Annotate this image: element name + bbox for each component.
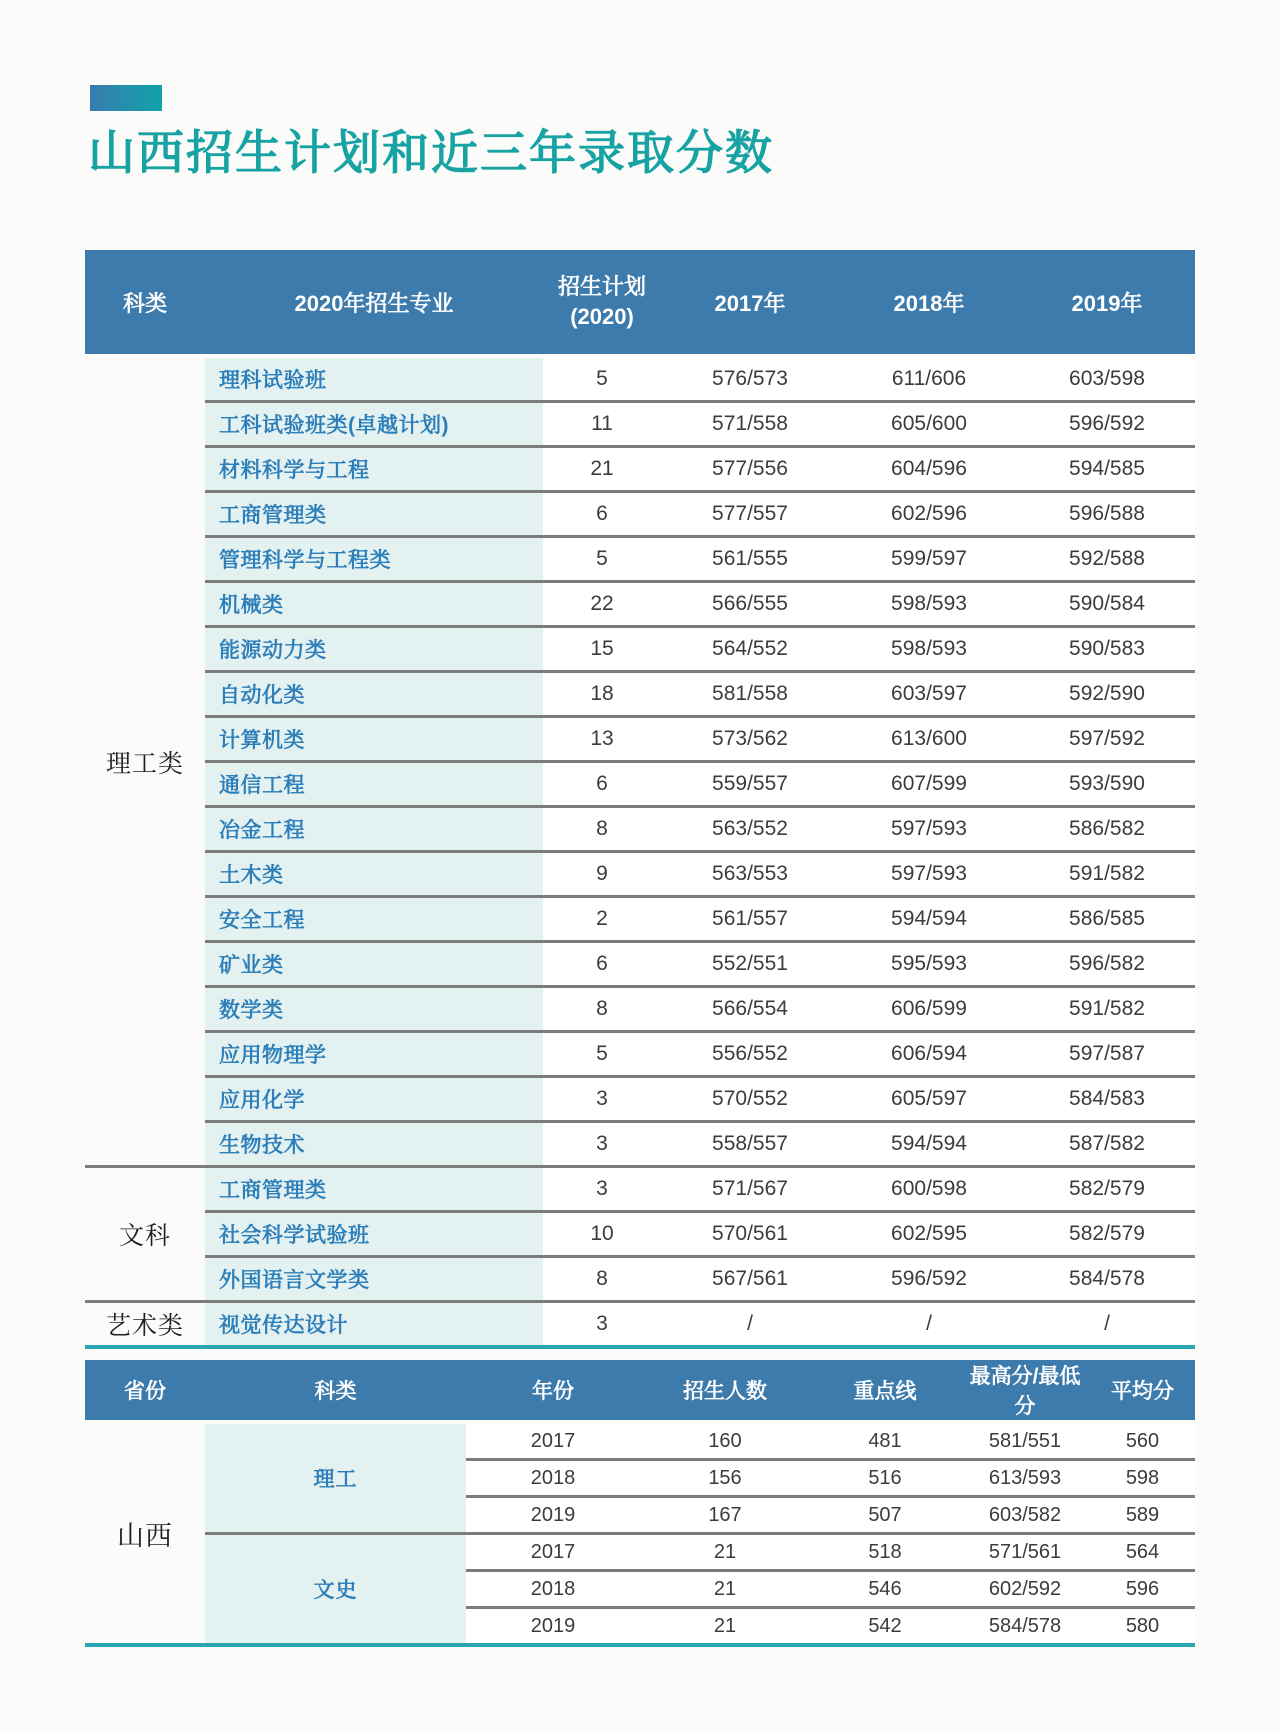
score-2019-cell: 586/582: [1019, 807, 1195, 852]
score-2017-cell: 559/557: [661, 762, 839, 807]
score-2019-cell: 584/583: [1019, 1077, 1195, 1122]
plan-cell: 10: [543, 1212, 661, 1257]
score-2019-cell: 597/592: [1019, 717, 1195, 762]
table-row: [85, 1122, 1195, 1167]
score-2018-cell: 600/598: [839, 1167, 1019, 1212]
major-cell: 土木类: [205, 852, 543, 897]
score-2018-cell: 605/597: [839, 1077, 1019, 1122]
plan-cell: 9: [543, 852, 661, 897]
major-cell: 材料科学与工程: [205, 447, 543, 492]
score-2018-cell: 598/593: [839, 582, 1019, 627]
major-cell: 应用物理学: [205, 1032, 543, 1077]
table-row: [85, 1077, 1195, 1122]
major-cell: 社会科学试验班: [205, 1212, 543, 1257]
score-2018-cell: 597/593: [839, 852, 1019, 897]
plan-score-table: [85, 250, 1195, 1349]
major-cell: 应用化学: [205, 1077, 543, 1122]
category-cell: 理工类: [105, 749, 184, 778]
score-2019-cell: 584/578: [1019, 1257, 1195, 1302]
province-summary-table: [85, 1360, 1195, 1647]
category-cell: 理工: [205, 1422, 466, 1534]
average-cell: 598: [1090, 1460, 1195, 1497]
major-cell: 计算机类: [205, 717, 543, 762]
plan-cell: 8: [543, 807, 661, 852]
score-2019-cell: 597/587: [1019, 1032, 1195, 1077]
table-row: [85, 852, 1195, 897]
score-2017-cell: 566/554: [661, 987, 839, 1032]
score-2019-cell: 582/579: [1019, 1212, 1195, 1257]
major-cell: 通信工程: [205, 762, 543, 807]
page-title: 山西招生计划和近三年录取分数: [88, 126, 774, 179]
score-2018-cell: 595/593: [839, 942, 1019, 987]
score-2017-cell: /: [661, 1302, 839, 1348]
major-cell: 数学类: [205, 987, 543, 1032]
major-cell: 外国语言文学类: [205, 1257, 543, 1302]
score-2019-cell: 592/588: [1019, 537, 1195, 582]
average-cell: 564: [1090, 1534, 1195, 1571]
major-cell: 视觉传达设计: [205, 1302, 543, 1348]
table-row: [85, 447, 1195, 492]
table-row: [85, 1167, 1195, 1212]
table-row: [85, 402, 1195, 447]
subject-group: [85, 1167, 1195, 1302]
table-row: [85, 1032, 1195, 1077]
table-row: [85, 942, 1195, 987]
year-cell: 2017: [466, 1534, 640, 1571]
col-year: 年份: [466, 1360, 640, 1422]
score-2019-cell: 603/598: [1019, 356, 1195, 402]
score-2018-cell: 605/600: [839, 402, 1019, 447]
table-row: [85, 807, 1195, 852]
score-2019-cell: 586/585: [1019, 897, 1195, 942]
key-line-cell: 546: [810, 1571, 960, 1608]
max-min-cell: 602/592: [960, 1571, 1090, 1608]
accent-bar: [90, 85, 162, 111]
plan-cell: 3: [543, 1122, 661, 1167]
year-cell: 2019: [466, 1608, 640, 1646]
plan-cell: 8: [543, 987, 661, 1032]
key-line-cell: 481: [810, 1422, 960, 1460]
plan-cell: 2: [543, 897, 661, 942]
key-line-cell: 518: [810, 1534, 960, 1571]
col-plan-line2: (2020): [570, 304, 634, 329]
score-2018-cell: 604/596: [839, 447, 1019, 492]
score-2017-cell: 570/561: [661, 1212, 839, 1257]
score-2017-cell: 571/567: [661, 1167, 839, 1212]
col-2017: 2017年: [661, 250, 839, 356]
category-cell: 文科: [85, 1167, 205, 1302]
major-cell: 工科试验班类(卓越计划): [205, 402, 543, 447]
score-2019-cell: 596/582: [1019, 942, 1195, 987]
score-2018-cell: 606/594: [839, 1032, 1019, 1077]
score-2018-cell: 611/606: [839, 356, 1019, 402]
plan-cell: 3: [543, 1077, 661, 1122]
score-2018-cell: 606/599: [839, 987, 1019, 1032]
score-2019-cell: 594/585: [1019, 447, 1195, 492]
table-row: [85, 356, 1195, 402]
plan-cell: 6: [543, 762, 661, 807]
score-2017-cell: 581/558: [661, 672, 839, 717]
year-cell: 2019: [466, 1497, 640, 1534]
plan-cell: 13: [543, 717, 661, 762]
plan-score-table-header: [85, 250, 1195, 356]
plan-cell: 11: [543, 402, 661, 447]
table-row: [85, 1212, 1195, 1257]
major-cell: 冶金工程: [205, 807, 543, 852]
major-cell: 生物技术: [205, 1122, 543, 1167]
score-2017-cell: 571/558: [661, 402, 839, 447]
table-row: [85, 627, 1195, 672]
score-2019-cell: 590/584: [1019, 582, 1195, 627]
col-category: 科类: [85, 250, 205, 356]
score-2017-cell: 564/552: [661, 627, 839, 672]
score-2017-cell: 563/552: [661, 807, 839, 852]
plan-cell: 15: [543, 627, 661, 672]
plan-cell: 5: [543, 356, 661, 402]
plan-cell: 22: [543, 582, 661, 627]
table-row: [85, 1257, 1195, 1302]
major-cell: 机械类: [205, 582, 543, 627]
max-min-cell: 603/582: [960, 1497, 1090, 1534]
year-cell: 2018: [466, 1571, 640, 1608]
plan-cell: 3: [543, 1167, 661, 1212]
key-line-cell: 516: [810, 1460, 960, 1497]
max-min-cell: 581/551: [960, 1422, 1090, 1460]
score-2017-cell: 561/555: [661, 537, 839, 582]
table-row: [85, 897, 1195, 942]
enrolled-cell: 167: [640, 1497, 810, 1534]
score-2017-cell: 576/573: [661, 356, 839, 402]
col-key-line: 重点线: [810, 1360, 960, 1422]
plan-cell: 6: [543, 942, 661, 987]
score-2019-cell: /: [1019, 1302, 1195, 1348]
table-row: [85, 492, 1195, 537]
enrolled-cell: 21: [640, 1608, 810, 1646]
major-cell: 管理科学与工程类: [205, 537, 543, 582]
enrolled-cell: 160: [640, 1422, 810, 1460]
table-row: [85, 537, 1195, 582]
score-2017-cell: 570/552: [661, 1077, 839, 1122]
year-cell: 2017: [466, 1422, 640, 1460]
table-row: [85, 762, 1195, 807]
table-row: [85, 672, 1195, 717]
header-row: [85, 1360, 1195, 1422]
subject-group: [85, 356, 1195, 1167]
year-cell: 2018: [466, 1460, 640, 1497]
max-min-cell: 571/561: [960, 1534, 1090, 1571]
plan-cell: 21: [543, 447, 661, 492]
table-row: [85, 987, 1195, 1032]
score-2019-cell: 596/588: [1019, 492, 1195, 537]
table-row: [85, 717, 1195, 762]
score-2018-cell: 602/595: [839, 1212, 1019, 1257]
table-row: [85, 1534, 1195, 1571]
score-2018-cell: 613/600: [839, 717, 1019, 762]
score-2018-cell: 594/594: [839, 1122, 1019, 1167]
score-2018-cell: 594/594: [839, 897, 1019, 942]
plan-cell: 5: [543, 1032, 661, 1077]
major-cell: 自动化类: [205, 672, 543, 717]
score-2019-cell: 590/583: [1019, 627, 1195, 672]
category-cell: 艺术类: [85, 1302, 205, 1348]
major-cell: 安全工程: [205, 897, 543, 942]
enrolled-cell: 21: [640, 1534, 810, 1571]
col-max-min: 最高分/最低分: [960, 1360, 1090, 1422]
major-cell: 能源动力类: [205, 627, 543, 672]
average-cell: 580: [1090, 1608, 1195, 1646]
subject-group: [85, 1302, 1195, 1348]
score-2017-cell: 558/557: [661, 1122, 839, 1167]
col-category: 科类: [205, 1360, 466, 1422]
col-2019: 2019年: [1019, 250, 1195, 356]
score-2018-cell: /: [839, 1302, 1019, 1348]
major-cell: 工商管理类: [205, 1167, 543, 1212]
score-2018-cell: 603/597: [839, 672, 1019, 717]
average-cell: 596: [1090, 1571, 1195, 1608]
score-2019-cell: 592/590: [1019, 672, 1195, 717]
col-average: 平均分: [1090, 1360, 1195, 1422]
province-cell: 山西: [117, 1521, 173, 1551]
score-2018-cell: 602/596: [839, 492, 1019, 537]
score-2019-cell: 596/592: [1019, 402, 1195, 447]
col-plan: [543, 250, 661, 356]
score-2018-cell: 597/593: [839, 807, 1019, 852]
col-province: 省份: [85, 1360, 205, 1422]
enrolled-cell: 156: [640, 1460, 810, 1497]
header-row: [85, 250, 1195, 356]
key-line-cell: 507: [810, 1497, 960, 1534]
table-row: [85, 1302, 1195, 1348]
max-min-cell: 613/593: [960, 1460, 1090, 1497]
score-2018-cell: 596/592: [839, 1257, 1019, 1302]
score-2017-cell: 567/561: [661, 1257, 839, 1302]
plan-cell: 8: [543, 1257, 661, 1302]
score-2018-cell: 599/597: [839, 537, 1019, 582]
enrolled-cell: 21: [640, 1571, 810, 1608]
col-enrolled: 招生人数: [640, 1360, 810, 1422]
plan-cell: 6: [543, 492, 661, 537]
score-2017-cell: 561/557: [661, 897, 839, 942]
score-2019-cell: 593/590: [1019, 762, 1195, 807]
average-cell: 560: [1090, 1422, 1195, 1460]
province-table-body: [85, 1422, 1195, 1645]
score-2019-cell: 591/582: [1019, 987, 1195, 1032]
plan-cell: 3: [543, 1302, 661, 1348]
plan-cell: 18: [543, 672, 661, 717]
major-cell: 理科试验班: [205, 356, 543, 402]
score-2017-cell: 566/555: [661, 582, 839, 627]
col-2018: 2018年: [839, 250, 1019, 356]
score-2017-cell: 556/552: [661, 1032, 839, 1077]
score-2017-cell: 577/557: [661, 492, 839, 537]
score-2017-cell: 552/551: [661, 942, 839, 987]
col-plan-line1: 招生计划: [557, 274, 646, 299]
score-2017-cell: 573/562: [661, 717, 839, 762]
major-cell: 工商管理类: [205, 492, 543, 537]
col-major: 2020年招生专业: [205, 250, 543, 356]
plan-cell: 5: [543, 537, 661, 582]
max-min-cell: 584/578: [960, 1608, 1090, 1646]
key-line-cell: 542: [810, 1608, 960, 1646]
score-2018-cell: 598/593: [839, 627, 1019, 672]
score-2018-cell: 607/599: [839, 762, 1019, 807]
score-2017-cell: 577/556: [661, 447, 839, 492]
major-cell: 矿业类: [205, 942, 543, 987]
score-2019-cell: 582/579: [1019, 1167, 1195, 1212]
score-2019-cell: 587/582: [1019, 1122, 1195, 1167]
score-2019-cell: 591/582: [1019, 852, 1195, 897]
table-row: [85, 582, 1195, 627]
average-cell: 589: [1090, 1497, 1195, 1534]
table-row: [85, 1422, 1195, 1460]
category-cell: 文史: [205, 1534, 466, 1646]
province-table-header: [85, 1360, 1195, 1422]
score-2017-cell: 563/553: [661, 852, 839, 897]
